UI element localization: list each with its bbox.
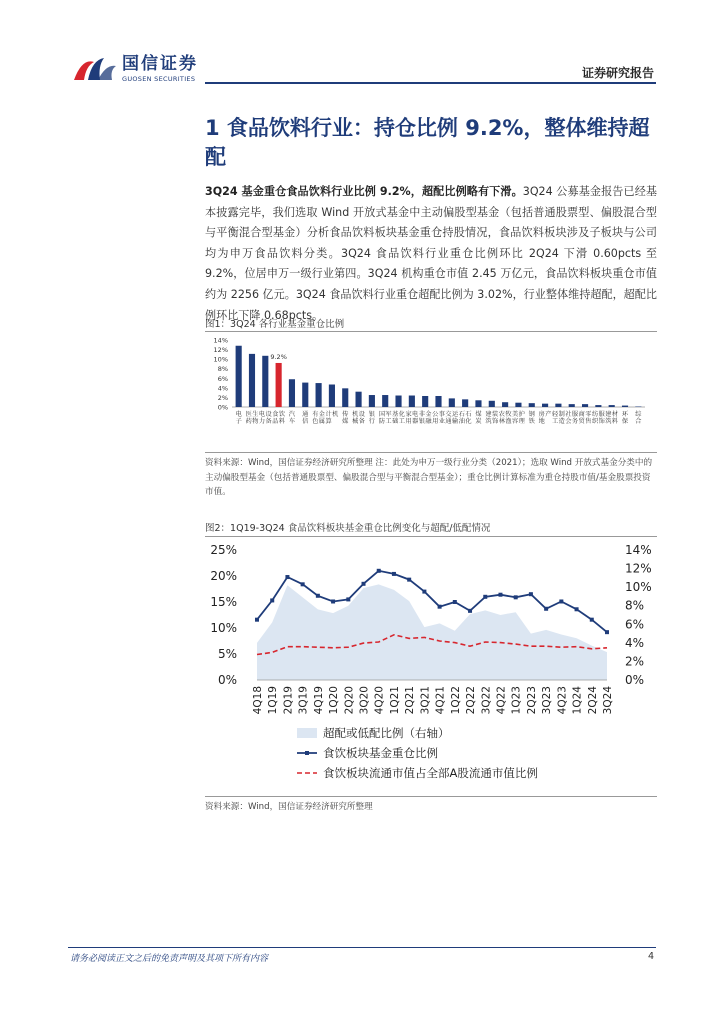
right-axis-tick-label: 14% [625,543,652,557]
left-axis-tick-label: 15% [210,595,237,609]
fund-holding-marker [468,609,472,613]
fund-holding-marker [346,597,350,601]
legend-swatch-marker [305,751,309,755]
fund-holding-marker [605,630,609,634]
bar-industry [236,346,242,407]
x-tick-label: 4Q18 [252,686,264,715]
fund-holding-marker [392,572,396,576]
category-label: 电子 [235,411,242,426]
bar-industry [489,401,495,407]
fund-holding-marker [422,590,426,594]
report-type-label: 证券研究报告 [581,66,654,80]
bar-industry [382,395,388,407]
category-label: 房地产 [538,411,552,426]
y-tick-label: 14% [213,336,228,345]
x-tick-label: 2Q20 [343,686,356,715]
legend-label-line: 食饮板块基金重仓比例 [323,746,438,760]
category-label: 公用事业 [432,411,445,426]
bar-industry [569,404,575,407]
category-label: 轻工制造 [552,411,565,426]
bar-industry [356,392,362,407]
y-tick-label: 10% [213,355,228,364]
figure2-bottom-rule [205,796,657,797]
category-label: 商贸零售 [578,411,592,426]
bar-industry [502,402,508,407]
fund-holding-marker [331,599,335,603]
left-axis-tick-label: 25% [210,543,237,557]
fund-holding-marker [544,607,548,611]
footer-divider [68,947,656,948]
left-axis-tick-label: 0% [217,673,237,687]
fund-holding-marker [407,578,411,582]
x-tick-label: 4Q23 [556,686,569,715]
logo-chinese-name: 国信证券 [122,54,198,74]
body-paragraph [205,182,657,326]
x-tick-label: 3Q21 [419,686,432,715]
bar-industry [342,388,348,407]
x-tick-label: 2Q23 [525,686,538,715]
right-axis-tick-label: 0% [625,673,645,687]
section-title: 1 食品饮料行业：持仓比例 9.2%，整体维持超配 [205,116,650,169]
header-divider [205,82,656,84]
bar-industry [422,396,428,407]
category-label: 综合 [635,411,642,426]
x-tick-label: 2Q21 [404,686,417,715]
fund-holding-marker [255,618,259,622]
bar-industry [529,403,535,407]
bar-industry [395,396,401,407]
x-tick-label: 3Q24 [602,686,614,715]
footer-disclaimer: 请务必阅读正文之后的免责声明及其项下所有内容 [70,954,269,964]
category-label: 有色金属 [312,411,325,426]
x-tick-label: 3Q23 [541,686,554,715]
x-tick-label: 4Q21 [434,686,447,715]
bar-industry [409,396,415,407]
figure1-top-rule [205,331,657,332]
category-label: 汽车 [288,411,296,426]
fund-holding-marker [316,594,320,598]
category-label: 电力设备 [258,411,272,426]
x-tick-label: 4Q22 [495,686,508,715]
highlight-data-label: 9.2% [270,352,287,361]
y-tick-label: 4% [217,384,228,393]
x-tick-label: 4Q20 [373,686,386,715]
category-label: 非银金融 [418,411,432,426]
figure2-title: 图2：1Q19-3Q24 食品饮料板块基金重仓比例变化与超配/低配情况 [205,523,491,534]
fund-holding-marker [285,575,289,579]
category-label: 建筑材料 [605,411,619,426]
category-label: 食品饮料 [272,411,286,426]
bar-industry [582,404,588,407]
fund-holding-marker [453,600,457,604]
bar-industry [449,398,455,407]
bar-industry [329,385,335,407]
guosen-logo-icon [70,52,118,86]
right-axis-tick-label: 2% [625,654,645,669]
category-label: 农林牧渔 [498,411,512,426]
figure2-source: 资料来源：Wind，国信证券经济研究所整理 [205,802,373,812]
bar-industry [542,404,548,407]
category-label: 纺织服饰 [591,411,605,426]
x-tick-label: 2Q24 [586,686,599,715]
bar-industry [302,383,308,407]
figure2-top-rule [205,536,657,537]
legend-swatch-area [297,728,317,738]
category-label: 环保 [621,411,629,426]
bar-industry [475,400,481,407]
x-tick-label: 1Q24 [571,686,584,715]
category-label: 银行 [368,411,375,426]
bar-industry [316,383,322,407]
category-label: 建筑装饰 [485,411,499,426]
x-tick-label: 3Q20 [358,686,371,715]
bar-industry [595,405,601,407]
category-label: 医药生物 [245,411,259,426]
category-label: 国防军工 [378,411,392,426]
legend-label-area: 超配或低配比例（右轴） [323,726,450,740]
fund-holding-marker [575,607,579,611]
right-axis-tick-label: 10% [625,580,652,595]
x-tick-label: 4Q19 [312,686,325,715]
y-tick-label: 6% [217,374,228,383]
right-axis-tick-label: 4% [625,635,645,650]
bar-industry [555,404,561,407]
bar-industry [609,405,615,407]
bar-industry [262,356,268,407]
y-tick-label: 2% [217,393,228,402]
category-label: 钢铁 [528,411,535,426]
category-label: 石油石化 [458,411,472,426]
bar-industry [249,354,255,407]
category-label: 交通运输 [445,411,459,426]
fund-holding-marker [483,595,487,599]
x-tick-label: 3Q22 [480,686,493,715]
logo-english-name: GUOSEN SECURITIES [122,75,196,83]
bar-industry [462,399,468,407]
x-tick-label: 2Q19 [282,686,295,715]
category-label: 机械设备 [352,411,365,426]
left-axis-tick-label: 20% [210,569,237,583]
fund-holding-marker [559,599,563,603]
industry-bar-chart [205,333,657,450]
paragraph-lead: 3Q24 基金重仓食品饮料行业比例 9.2%，超配比例略有下滑。 [205,185,523,198]
paragraph-body: 3Q24 公募基金报告已经基本披露完毕，我们选取 Wind 开放式基金中主动偏股型基金（包括普通股票型、偏股混合型与平衡混合型基金）分析食品饮料板块基金重仓持股情况，食品饮料板块涉及子板块与公司均为申万食品饮料分类。3Q24 食品饮料行业重仓比例环比 2Q24 下滑 0.60pcts 至 9.2%，位居申万一级行业第四。3Q24 机构重仓市值 2.45 万亿元，食品饮料板块重仓市值约为 2256 亿元。3Q24 食品饮料行业重仓超配比例为 3.02%，行业整体维持超配，超配比例环比下降 0.68pcts。 [205,185,657,322]
fund-holding-marker [362,582,366,586]
x-tick-label: 1Q19 [267,686,280,715]
fund-holding-marker [270,598,274,602]
x-tick-label: 1Q22 [449,686,462,715]
fund-holding-marker [590,618,594,622]
food-beverage-line-chart [205,538,657,793]
left-axis-tick-label: 5% [217,647,237,661]
figure1-title: 图1：3Q24 各行业基金重仓比例 [205,319,345,330]
bar-industry [435,396,441,407]
y-tick-label: 8% [217,365,228,374]
right-axis-tick-label: 6% [625,617,645,632]
figure1-bottom-rule [205,452,657,453]
fund-holding-marker [498,593,502,597]
x-tick-label: 1Q20 [328,686,341,715]
figure1-source: 资料来源：Wind，国信证券经济研究所整理 注：此处为申万一级行业分类（2021）；选取 Wind 开放式基金分类中的主动偏股型基金（包括普通股票型、偏股混合型与平衡混合型基金）；重仓比例计算标准为重仓持股市值/基金股票投资市值。 [205,458,653,497]
legend-label-dashed: 食饮板块流通市值占全部A股流通市值比例 [323,766,538,780]
fund-holding-marker [514,595,518,599]
category-label: 基础化工 [392,411,405,426]
y-tick-label: 0% [217,403,228,412]
category-label: 美容护理 [512,411,525,426]
category-label: 社会服务 [565,411,579,426]
guosen-logo [70,52,198,86]
fund-holding-marker [377,569,381,573]
x-tick-label: 1Q21 [388,686,401,715]
fund-holding-marker [438,605,442,609]
category-label: 通信 [302,411,309,426]
right-axis-tick-label: 8% [625,598,645,613]
fund-holding-marker [301,582,305,586]
right-axis-tick-label: 12% [625,561,652,576]
fund-holding-marker [529,592,533,596]
x-tick-label: 3Q19 [297,686,310,715]
x-tick-label: 2Q22 [465,686,478,715]
category-label: 计算机 [325,411,339,426]
category-label: 煤炭 [475,411,482,426]
category-label: 家用电器 [405,411,419,426]
left-axis-tick-label: 10% [210,621,237,635]
page-number: 4 [647,951,654,962]
bar-industry [369,395,375,407]
y-tick-label: 12% [213,346,228,355]
bar-industry [289,379,295,407]
bar-industry [622,406,628,407]
x-tick-label: 1Q23 [510,686,523,715]
bar-highlight [276,363,282,407]
category-label: 传媒 [342,411,349,426]
bar-industry [515,403,521,407]
